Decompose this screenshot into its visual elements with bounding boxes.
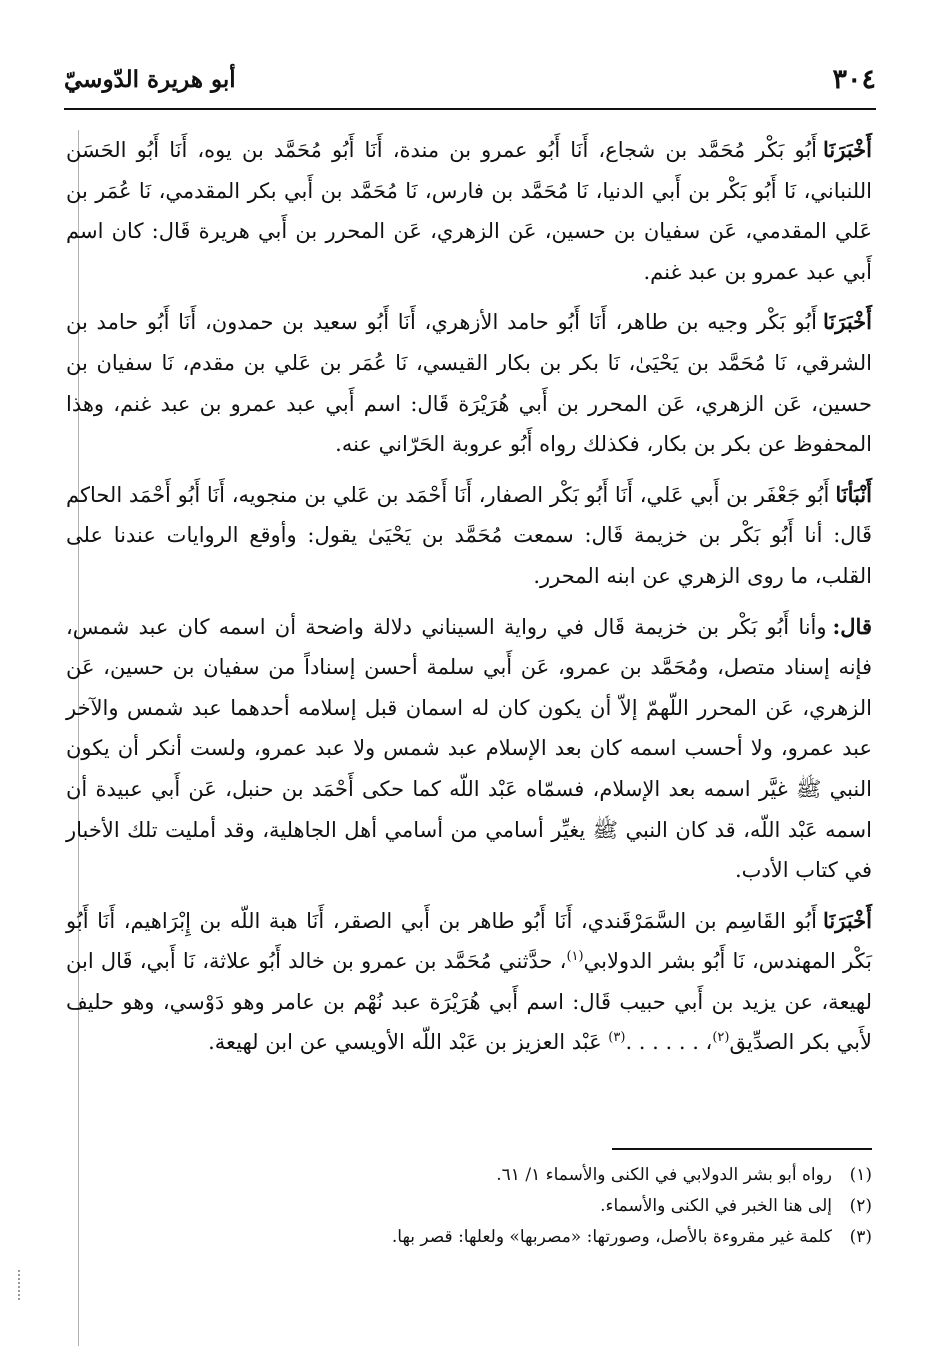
footnote-text: كلمة غير مقروءة بالأصل، وصورتها: «مصربها» ولعلها: قصر بها. [391,1227,832,1247]
paragraph-lead-word: أَخْبَرَنَا [823,309,872,335]
paragraph-text-part: أَبُو القَاسِم بن السَّمَرْقَندي، أَنَا أَبُو طاهر بن أَبي الصقر، أَنَا هبة اللّه بن إِبْرَاهيم، أَنَا أَبُو بَكْر المهندس، نَا أَبُو بشر الدولابي [66,908,873,974]
paragraph-1 [66,130,872,292]
footnote-ref-2[interactable]: (٢) [712,1030,730,1046]
paragraph-lead-word: أَخْبَرَنَا [823,907,872,933]
paragraph-text: أَبُو جَعْفَر بن أَبي عَلي، أَنَا أَبُو بَكْر الصفار، أَنَا أَحْمَد بن عَلي بن منجويه، أَنَا أَبُو أَحْمَد الحاكم قَال: أنا أَبُو بَكْر بن خزيمة قَال: سمعت مُحَمَّد بن يَحْيَىٰ يقول: وأوقع الروايات عندنا على القلب، ما روى الزهري عن ابنه المحرر. [66,482,872,588]
paragraph-lead-word: قال: [832,613,872,639]
running-title: أبو هريرة الدّوسيّ [64,66,236,93]
footnote-3 [66,1222,872,1253]
paragraph-3 [66,475,872,597]
paragraph-text: وأنا أَبُو بَكْر بن خزيمة قَال في رواية السيناني دلالة واضحة أن اسمه كان عبد شمس، فإنه إسناد متصل، ومُحَمَّد بن عمرو، عَن أَبي سلمة أحسن إسناداً من سفيان بن حسين، عَن الزهري، عَن المحرر اللّهمّ إلاّ أن يكون كان له اسمان قبل إسلامه أحدهما عبد شمس والآخر عبد عمرو، ولا أحسب اسمه كان بعد الإسلام عبد شمس ولا عبد عمرو، ولست أنكر أن يكون النبي ﷺ غيَّر اسمه بعد الإسلام، فسمّاه عَبْد اللّه كما حكى أَحْمَد بن حنبل، عَن أَبي عبيدة أن اسمه عَبْد اللّه، قد كان النبي ﷺ يغيِّر أسامي من أسامي أهل الجاهلية، وقد أمليت تلك الأخبار في كتاب الأدب. [66,614,872,883]
paragraph-5 [66,901,872,1063]
footnote-ref-3[interactable]: (٣) [608,1030,626,1046]
footnotes [66,1160,872,1253]
footnote-text: إلى هنا الخبر في الكنى والأسماء. [600,1196,832,1216]
page-number: ٣٠٤ [832,64,876,95]
paragraph-lead-word: أَخْبَرَنَا [823,137,872,162]
paragraph-text-part: ، . . . . . . [625,1030,713,1055]
footnote-text: رواه أبو بشر الدولابي في الكنى والأسماء ١/ ٦١. [496,1165,832,1185]
footnote-number: (٣) [849,1227,872,1247]
footnote-number: (١) [849,1165,872,1185]
footnote-1 [66,1160,872,1191]
header-rule [64,108,876,110]
page-header [64,60,876,104]
margin-mark [18,1270,22,1300]
footnote-number: (٢) [849,1196,872,1216]
main-text [66,130,872,1073]
paragraph-text: أَبُو بَكْر مُحَمَّد بن شجاع، أَنَا أَبُو عمرو بن مندة، أَنَا أَبُو مُحَمَّد بن يوه، أَنَا أَبُو الحَسَن اللنباني، نَا أَبُو بَكْر بن أَبي الدنيا، نَا مُحَمَّد بن فارس، نَا مُحَمَّد بن أَبي بكر المقدمي، نَا عُمَر بن عَلي المقدمي، عَن سفيان بن حسين، عَن الزهري، عَن المحرر بن أَبي هريرة قَال: كان اسم أَبي عبد عمرو بن عبد غنم. [66,138,872,284]
paragraph-4 [66,607,872,891]
paragraph-text-part: ، حدَّثني مُحَمَّد بن عمرو بن خالد أَبُو علاثة، نَا أَبي، قَال ابن لهيعة، عن يزيد بن أَبي حبيب قَال: اسم أَبي هُرَيْرَة عبد نُهْم بن عامر وهو دَوْسي، وهو حليف لأَبي بكر الصدِّيق [66,949,872,1055]
footnote-2 [66,1191,872,1222]
paragraph-text: أَبُو بَكْر وجيه بن طاهر، أَنَا أَبُو حامد الأزهري، أَنَا أَبُو سعيد بن حمدون، أَنَا أَبُو حامد بن الشرقي، نَا مُحَمَّد بن يَحْيَىٰ، نَا بكر بن بكار القيسي، نَا عُمَر بن عَلي بن مقدم، نَا سفيان بن حسين، عَن الزهري، عَن المحرر بن أَبي هُرَيْرَة قَال: اسم أَبي عبد عمرو بن عبد غنم، وهذا المحفوظ عن بكر بن بكار، فكذلك رواه أَبُو عروبة الحَرّاني عنه. [66,310,872,457]
footnote-ref-1[interactable]: (١) [566,949,584,965]
paragraph-2 [66,302,872,464]
paragraph-text-part: عَبْد العزيز بن عَبْد اللّه الأويسي عن ابن لهيعة. [208,1030,609,1055]
footnote-separator [612,1148,872,1150]
paragraph-lead-word: أَنْبَأنَا [835,481,872,507]
